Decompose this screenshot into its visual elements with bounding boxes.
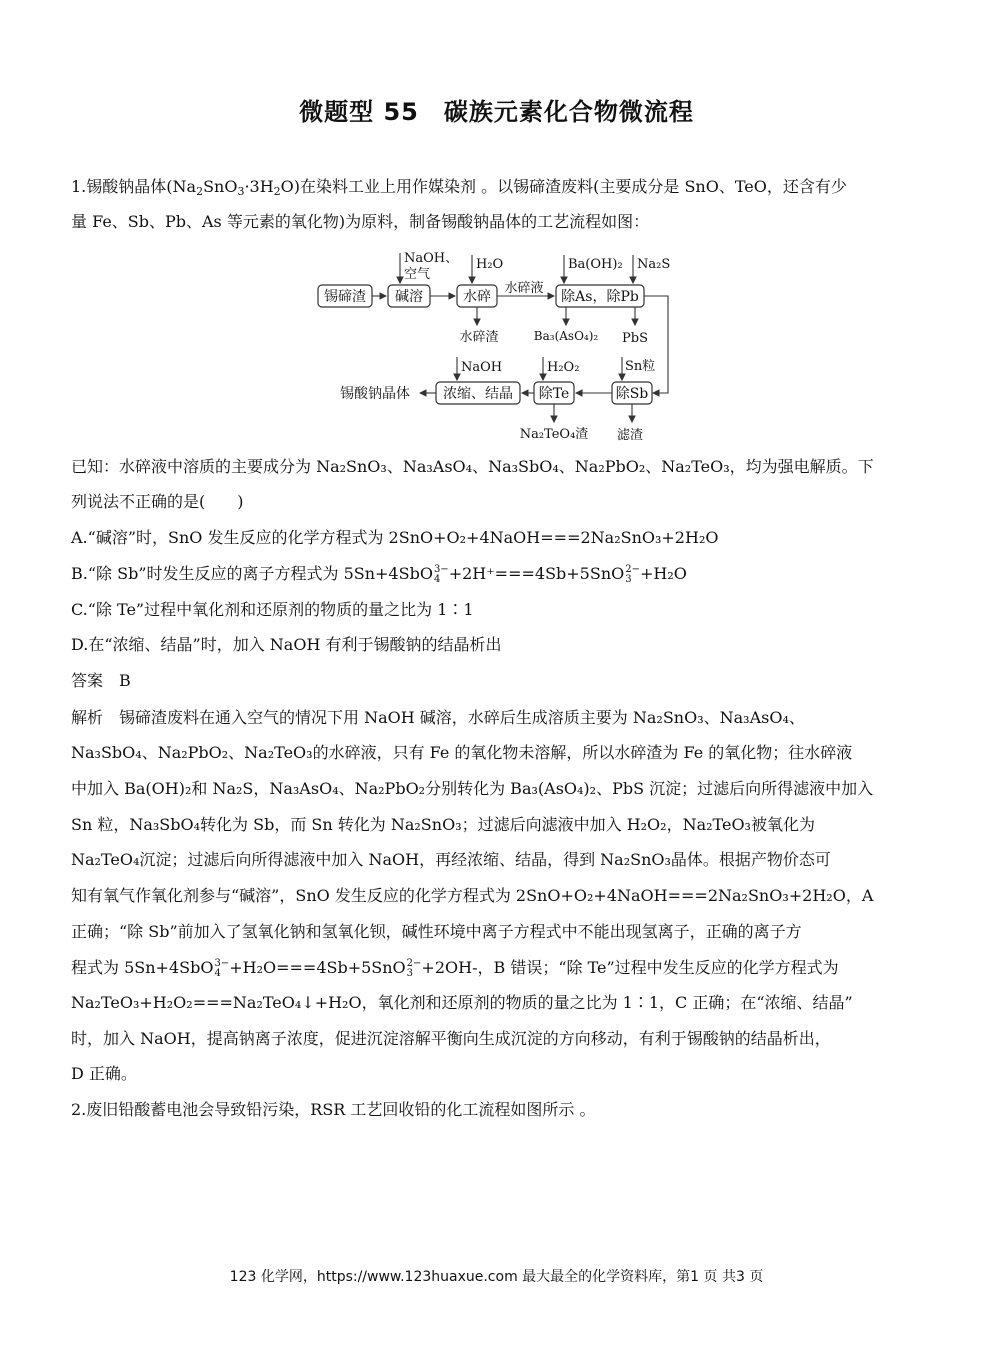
flow-reagent-sn: Sn粒 bbox=[625, 359, 656, 374]
analysis-line-9: Na₂TeO₃+H₂O₂===Na₂TeO₄↓+H₂O，氧化剂和还原剂的物质的量之比为 1∶1，C 正确；在“浓缩、结晶” bbox=[71, 993, 853, 1012]
option-a: A.“碱溶”时，SnO 发生反应的化学方程式为 2SnO+O₂+4NaOH===2Na₂SnO₃+2H₂O bbox=[71, 528, 719, 547]
question-1-line-1: 1.锡酸钠晶体$(Na_2SnO_3\cdot 3H_2O)$在染料工业上用作媒染剂 。以锡碲渣废料(主要成分是 SnO、TeO，还含有少 bbox=[71, 177, 847, 198]
option-d: D.在“浓缩、结晶”时，加入 NaOH 有利于锡酸钠的结晶析出 bbox=[71, 635, 502, 654]
flow-reagent-air: 空气 bbox=[404, 267, 431, 282]
flow-reagent-h2o: H₂O bbox=[476, 257, 504, 272]
process-flow-diagram bbox=[300, 245, 700, 450]
flow-reagent-na2s: Na₂S bbox=[637, 257, 671, 272]
analysis-line-4: Sn 粒，Na₃SbO₄转化为 Sb，而 Sn 转化为 Na₂SnO₃；过滤后向滤液中加入 H₂O₂，Na₂TeO₃被氧化为 bbox=[71, 815, 815, 834]
flow-product-pbs: PbS bbox=[622, 331, 648, 346]
flow-reagent-naoh: NaOH、 bbox=[404, 251, 459, 266]
known-line-2: 列说法不正确的是( ) bbox=[71, 492, 244, 511]
flow-box-chu-as-pb-label: 除As，除Pb bbox=[561, 289, 639, 305]
option-b: B.“除 Sb”时发生反应的离子方程式为 5Sn+4SbO 3− 4 +2H⁺===4Sb+5SnO 2− 3 +H₂O bbox=[71, 563, 687, 585]
analysis-line-10: 时，加入 NaOH，提高钠离子浓度，促进沉淀溶解平衡向生成沉淀的方向移动，有利于锡酸钠的结晶析出， bbox=[71, 1029, 831, 1048]
analysis-line-1: 解析 锡碲渣废料在通入空气的情况下用 NaOH 碱溶，水碎后生成溶质主要为 Na₂SnO₃、Na₃AsO₄、 bbox=[71, 708, 805, 727]
flow-output-final: 锡酸钠晶体 bbox=[340, 386, 410, 402]
page-title: 微题型 55 碳族元素化合物微流程 bbox=[299, 98, 694, 126]
flow-box-chu-te-label: 除Te bbox=[538, 386, 570, 402]
analysis-line-2: Na₃SbO₄、Na₂PbO₂、Na₂TeO₃的水碎液，只有 Fe 的氧化物未溶解，所以水碎渣为 Fe 的氧化物；往水碎液 bbox=[71, 743, 853, 762]
flow-label-shuisuiye: 水碎液 bbox=[504, 281, 544, 296]
flow-reagent-baoh2: Ba(OH)₂ bbox=[568, 257, 623, 272]
known-line-1: 已知：水碎液中溶质的主要成分为 Na₂SnO₃、Na₃AsO₄、Na₃SbO₄、Na₂PbO₂、Na₂TeO₃，均为强电解质。下 bbox=[71, 457, 874, 476]
page-footer: 123 化学网，https://www.123huaxue.com 最大最全的化学资料库，第1 页 共3 页 bbox=[229, 1269, 764, 1285]
analysis-line-8: 程式为 5Sn+4SbO 3− 4 +H₂O===4Sb+5SnO 2− 3 +2OH-，B 错误；“除 Te”过程中发生反应的化学方程式为 bbox=[71, 957, 839, 979]
analysis-line-7: 正确；“除 Sb”前加入了氢氧化钠和氢氧化钡，碱性环境中离子方程式中不能出现氢离子，正确的离子方 bbox=[71, 922, 802, 941]
analysis-line-3: 中加入 Ba(OH)₂和 Na₂S，Na₃AsO₄、Na₂PbO₂分别转化为 Ba₃(AsO₄)₂、PbS 沉淀；过滤后向所得滤液中加入 bbox=[71, 779, 874, 798]
analysis-line-5: Na₂TeO₄沉淀；过滤后向所得滤液中加入 NaOH，再经浓缩、结晶，得到 Na₂SnO₃晶体。根据产物价态可 bbox=[71, 850, 831, 869]
question-2: 2.废旧铅酸蓄电池会导致铅污染，RSR 工艺回收铅的化工流程如图所示 。 bbox=[71, 1100, 596, 1119]
flow-box-shuisui-label: 水碎 bbox=[463, 289, 491, 305]
flow-reagent-naoh-2: NaOH bbox=[461, 360, 503, 375]
flow-box-chu-sb-label: 除Sb bbox=[615, 386, 649, 402]
flow-product-na2teo4: Na₂TeO₄渣 bbox=[519, 427, 589, 442]
analysis-line-6: 知有氧气作氧化剂参与“碱溶”，SnO 发生反应的化学方程式为 2SnO+O₂+4NaOH===2Na₂SnO₃+2H₂O，A bbox=[71, 886, 874, 905]
flow-box-jianrong-label: 碱溶 bbox=[395, 289, 423, 305]
flow-reagent-h2o2: H₂O₂ bbox=[547, 360, 580, 375]
flow-product-shuisuizha: 水碎渣 bbox=[459, 330, 499, 345]
flow-product-ba3aso42: Ba₃(AsO₄)₂ bbox=[533, 329, 599, 343]
flow-box-nongsuo-jiejing-label: 浓缩、结晶 bbox=[443, 386, 513, 402]
answer: 答案 B bbox=[71, 671, 131, 690]
question-1-line-2: 量 Fe、Sb、Pb、As 等元素的氧化物)为原料，制备锡酸钠晶体的工艺流程如图： bbox=[71, 212, 650, 231]
analysis-line-11: D 正确。 bbox=[71, 1064, 137, 1083]
option-c: C.“除 Te”过程中氧化剂和还原剂的物质的量之比为 1∶1 bbox=[71, 600, 474, 619]
flow-product-lvzha: 滤渣 bbox=[616, 428, 644, 443]
flow-box-xitizha-label: 锡碲渣 bbox=[324, 289, 366, 305]
